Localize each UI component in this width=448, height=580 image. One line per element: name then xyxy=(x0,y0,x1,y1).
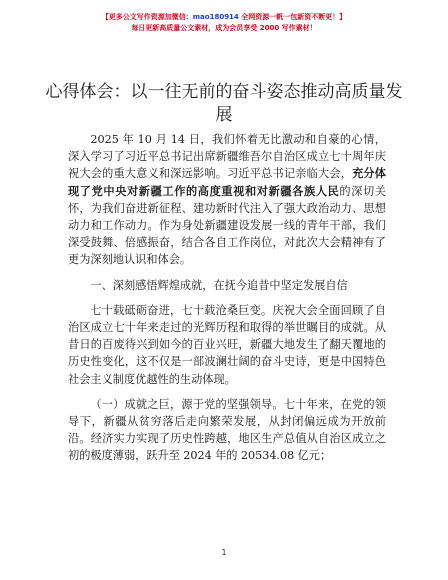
promo-banner-line-1 xyxy=(0,12,448,22)
subsection-1-paragraph xyxy=(68,396,386,465)
subsection-1-text: （一）成就之巨，源于党的坚强领导。七十年来，在党的领导下，新疆从贫穷落后走向繁荣发展，从封闭偏远成为开放前沿。经济实力实现了历史性跨越，地区生产总值从自治区成立之初的极度薄弱，跃升至 xyxy=(68,397,386,463)
intro-date-day: 14 xyxy=(170,133,185,146)
page-number: 1 xyxy=(221,548,227,557)
document-title: 心得体会：以一往无前的奋斗姿态推动高质量发展 xyxy=(45,82,403,125)
section-1-paragraph: 七十载砥砺奋进，七十载沧桑巨变。庆祝大会全面回顾了自治区成立七十年来走过的光辉历程和取得的举世瞩目的成就。从昔日的百废待兴到如今的百业兴旺，新疆大地发生了翻天覆地的历史性变化，这不仅是一部波澜壮阔的奋斗史诗，更是中国特色社会主义制度优越性的生动体现。 xyxy=(68,303,386,386)
promo-banner-text: 【更多公文写作资源加微信： xyxy=(101,13,193,21)
section-1-heading: 一、深刻感悟辉煌成就，在抚今追昔中坚定发展自信 xyxy=(90,278,348,292)
promo-banner-text-tail: 全网资源一帆一包新资不断更！】 xyxy=(241,13,347,21)
document-body xyxy=(68,131,386,465)
intro-date-month-unit: 月 xyxy=(155,133,168,146)
intro-text-1: 日，我们怀着无比激动和自豪的心情，深入学习了习近平总书记出席新疆维吾尔自治区成立七十周年庆祝大会的重大意义和深远影响。习近平总书记亲临大会， xyxy=(68,133,386,181)
intro-paragraph xyxy=(68,131,386,269)
subsection-1-year: 2024 xyxy=(183,449,212,463)
intro-date-year-unit: 年 xyxy=(122,133,135,146)
subsection-1-value: 20534.08 xyxy=(240,449,295,463)
promo-banner-wechat-id: mao180914 xyxy=(192,13,239,21)
intro-text-2: 的深切关怀，为我们奋进新征程、建功新时代注入了强大政治动力、思想动力和工作动力。作为身处新疆建设发展一线的青年干部，我们深受鼓舞、倍感振奋，结合各自工作岗位，对此次大会精神有了更为深刻地认识和体会。 xyxy=(68,184,386,267)
intro-date-year: 2025 xyxy=(90,133,119,146)
intro-bold-text: 充分体现了党中央对新疆工作的高度重视和对新疆各族人民 xyxy=(68,166,386,198)
promo-banner-line-2: 每日更新高质量公文素材，成为会员享受 2000 写作素材！ xyxy=(131,24,317,32)
intro-date-month: 10 xyxy=(137,133,152,146)
subsection-1-end: 亿元； xyxy=(297,449,332,463)
subsection-1-mid: 年的 xyxy=(215,449,238,463)
